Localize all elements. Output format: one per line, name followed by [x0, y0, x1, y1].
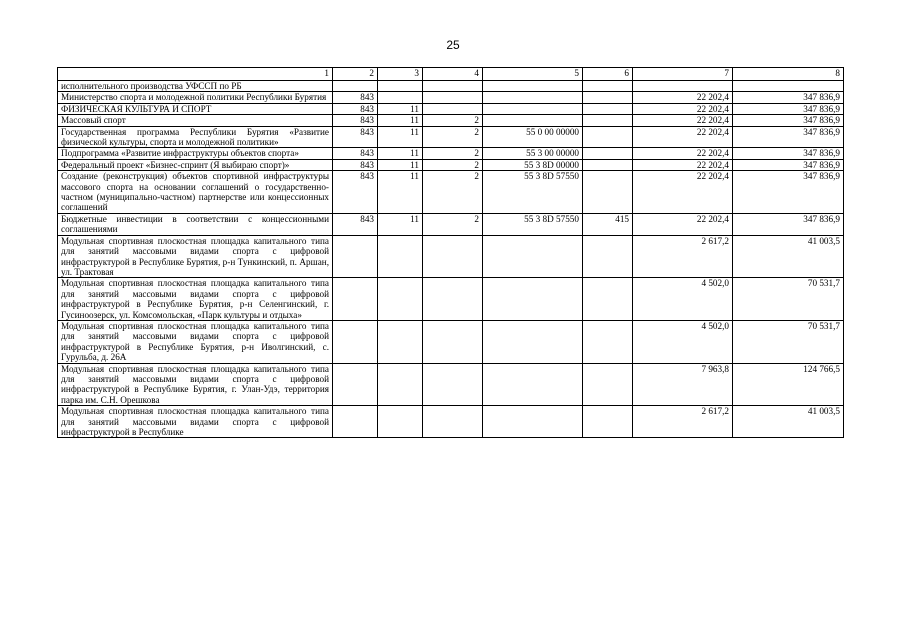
item-name-cell: исполнительного производства УФССП по РБ	[58, 81, 333, 92]
budget-table-body	[58, 68, 844, 438]
expense-type-cell	[583, 103, 633, 114]
amount-col8-cell: 347 836,9	[733, 115, 844, 126]
department-code-cell: 843	[333, 103, 378, 114]
header-cell: 7	[633, 68, 733, 81]
expense-type-cell	[583, 235, 633, 278]
section-cell: 11	[378, 159, 423, 170]
item-name-cell: Создание (реконструкция) объектов спортивной инфраструктуры массового спорта на основании соглашений о государственно-частном (муниципально-частном) партнерстве или концессионных соглашений	[58, 171, 333, 214]
target-article-cell: 55 0 00 00000	[483, 126, 583, 148]
table-row	[58, 213, 844, 235]
amount-col7-cell: 22 202,4	[633, 213, 733, 235]
subsection-cell: 2	[423, 115, 483, 126]
department-code-cell: 843	[333, 213, 378, 235]
expense-type-cell	[583, 126, 633, 148]
header-cell: 2	[333, 68, 378, 81]
amount-col7-cell: 22 202,4	[633, 148, 733, 159]
header-cell: 6	[583, 68, 633, 81]
table-row	[58, 126, 844, 148]
table-row	[58, 171, 844, 214]
section-cell	[378, 92, 423, 103]
subsection-cell	[423, 103, 483, 114]
section-cell: 11	[378, 148, 423, 159]
target-article-cell: 55 3 8D 57550	[483, 213, 583, 235]
table-row	[58, 406, 844, 438]
section-cell	[378, 363, 423, 406]
amount-col8-cell: 347 836,9	[733, 103, 844, 114]
amount-col7-cell: 2 617,2	[633, 406, 733, 438]
amount-col7-cell: 22 202,4	[633, 126, 733, 148]
target-article-cell	[483, 363, 583, 406]
amount-col7-cell: 22 202,4	[633, 115, 733, 126]
amount-col8-cell: 70 531,7	[733, 320, 844, 363]
item-name-cell: Модульная спортивная плоскостная площадка капитального типа для занятий массовыми видами спорта с цифровой инфраструктурой в Республике Бурятия, р-н Тункинский, п. Аршан, ул. Трактовая	[58, 235, 333, 278]
item-name-cell: ФИЗИЧЕСКАЯ КУЛЬТУРА И СПОРТ	[58, 103, 333, 114]
target-article-cell	[483, 115, 583, 126]
target-article-cell	[483, 278, 583, 321]
target-article-cell	[483, 406, 583, 438]
amount-col7-cell: 22 202,4	[633, 103, 733, 114]
expense-type-cell	[583, 115, 633, 126]
section-cell: 11	[378, 213, 423, 235]
page-number: 25	[446, 38, 460, 52]
header-cell: 1	[58, 68, 333, 81]
target-article-cell	[483, 235, 583, 278]
expense-type-cell	[583, 406, 633, 438]
item-name-cell: Государственная программа Республики Бурятия «Развитие физической культуры, спорта и молодежной политики»	[58, 126, 333, 148]
budget-table	[57, 67, 844, 438]
expense-type-cell	[583, 171, 633, 214]
subsection-cell	[423, 81, 483, 92]
table-row	[58, 278, 844, 321]
department-code-cell	[333, 406, 378, 438]
department-code-cell: 843	[333, 126, 378, 148]
section-cell	[378, 235, 423, 278]
department-code-cell: 843	[333, 148, 378, 159]
target-article-cell: 55 3 8D 00000	[483, 159, 583, 170]
subsection-cell	[423, 92, 483, 103]
department-code-cell: 843	[333, 159, 378, 170]
amount-col7-cell: 2 617,2	[633, 235, 733, 278]
amount-col7-cell: 22 202,4	[633, 159, 733, 170]
subsection-cell: 2	[423, 148, 483, 159]
department-code-cell: 843	[333, 171, 378, 214]
department-code-cell: 843	[333, 92, 378, 103]
amount-col8-cell: 347 836,9	[733, 159, 844, 170]
expense-type-cell	[583, 81, 633, 92]
section-cell: 11	[378, 171, 423, 214]
amount-col8-cell: 347 836,9	[733, 148, 844, 159]
header-cell: 8	[733, 68, 844, 81]
item-name-cell: Федеральный проект «Бизнес-спринт (Я выбираю спорт)»	[58, 159, 333, 170]
table-row	[58, 235, 844, 278]
section-cell	[378, 278, 423, 321]
amount-col7-cell: 22 202,4	[633, 92, 733, 103]
department-code-cell: 843	[333, 115, 378, 126]
subsection-cell	[423, 278, 483, 321]
table-row	[58, 81, 844, 92]
subsection-cell: 2	[423, 126, 483, 148]
amount-col8-cell	[733, 81, 844, 92]
item-name-cell: Модульная спортивная плоскостная площадка капитального типа для занятий массовыми видами спорта с цифровой инфраструктурой в Республике Бурятия, р-н Иволгинский, с. Гурульба, д. 26А	[58, 320, 333, 363]
amount-col8-cell: 347 836,9	[733, 171, 844, 214]
amount-col8-cell: 70 531,7	[733, 278, 844, 321]
amount-col8-cell: 347 836,9	[733, 92, 844, 103]
subsection-cell	[423, 406, 483, 438]
department-code-cell	[333, 363, 378, 406]
target-article-cell	[483, 92, 583, 103]
table-row	[58, 103, 844, 114]
amount-col8-cell: 41 003,5	[733, 406, 844, 438]
table-row	[58, 320, 844, 363]
subsection-cell	[423, 320, 483, 363]
header-cell: 5	[483, 68, 583, 81]
subsection-cell: 2	[423, 159, 483, 170]
section-cell: 11	[378, 103, 423, 114]
item-name-cell: Массовый спорт	[58, 115, 333, 126]
target-article-cell	[483, 320, 583, 363]
department-code-cell	[333, 278, 378, 321]
amount-col7-cell	[633, 81, 733, 92]
header-cell: 3	[378, 68, 423, 81]
amount-col8-cell: 41 003,5	[733, 235, 844, 278]
item-name-cell: Модульная спортивная плоскостная площадка капитального типа для занятий массовыми видами спорта с цифровой инфраструктурой в Республике	[58, 406, 333, 438]
item-name-cell: Модульная спортивная плоскостная площадка капитального типа для занятий массовыми видами спорта с цифровой инфраструктурой в Республике Бурятия, г. Улан-Удэ, территория парка им. С.Н. Орешкова	[58, 363, 333, 406]
item-name-cell: Министерство спорта и молодежной политики Республики Бурятия	[58, 92, 333, 103]
section-cell	[378, 406, 423, 438]
table-row	[58, 115, 844, 126]
department-code-cell	[333, 320, 378, 363]
amount-col7-cell: 22 202,4	[633, 171, 733, 214]
section-cell	[378, 320, 423, 363]
amount-col7-cell: 4 502,0	[633, 278, 733, 321]
expense-type-cell	[583, 148, 633, 159]
item-name-cell: Модульная спортивная плоскостная площадка капитального типа для занятий массовыми видами спорта с цифровой инфраструктурой в Республике Бурятия, р-н Селенгинский, г. Гусиноозерск, ул. Комсомольская, «Парк культуры и отдыха»	[58, 278, 333, 321]
target-article-cell	[483, 81, 583, 92]
amount-col8-cell: 347 836,9	[733, 126, 844, 148]
subsection-cell	[423, 235, 483, 278]
subsection-cell: 2	[423, 213, 483, 235]
target-article-cell	[483, 103, 583, 114]
subsection-cell: 2	[423, 171, 483, 214]
subsection-cell	[423, 363, 483, 406]
department-code-cell	[333, 235, 378, 278]
amount-col7-cell: 4 502,0	[633, 320, 733, 363]
target-article-cell: 55 3 00 00000	[483, 148, 583, 159]
expense-type-cell	[583, 363, 633, 406]
section-cell: 11	[378, 126, 423, 148]
header-cell: 4	[423, 68, 483, 81]
table-row	[58, 159, 844, 170]
item-name-cell: Подпрограмма «Развитие инфраструктуры объектов спорта»	[58, 148, 333, 159]
section-cell: 11	[378, 115, 423, 126]
table-row	[58, 148, 844, 159]
table-row	[58, 92, 844, 103]
department-code-cell	[333, 81, 378, 92]
table-row	[58, 363, 844, 406]
amount-col8-cell: 124 766,5	[733, 363, 844, 406]
table-header-row	[58, 68, 844, 81]
expense-type-cell	[583, 159, 633, 170]
amount-col8-cell: 347 836,9	[733, 213, 844, 235]
expense-type-cell	[583, 320, 633, 363]
amount-col7-cell: 7 963,8	[633, 363, 733, 406]
item-name-cell: Бюджетные инвестиции в соответствии с концессионными соглашениями	[58, 213, 333, 235]
expense-type-cell	[583, 278, 633, 321]
section-cell	[378, 81, 423, 92]
expense-type-cell	[583, 92, 633, 103]
expense-type-cell: 415	[583, 213, 633, 235]
target-article-cell: 55 3 8D 57550	[483, 171, 583, 214]
